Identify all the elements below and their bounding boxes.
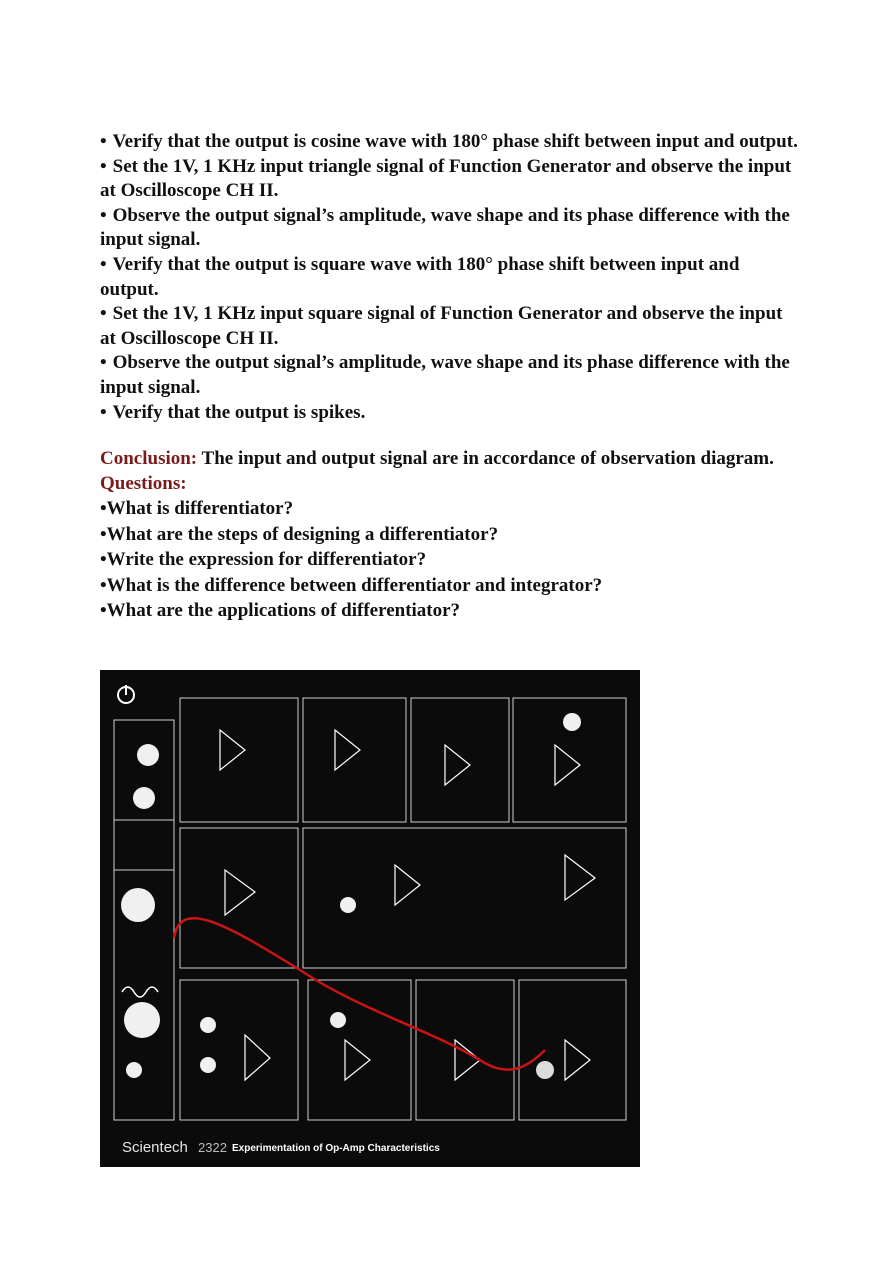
pot-p3 (340, 897, 356, 913)
question-text: What is differentiator? (106, 498, 294, 520)
pot-p5 (200, 1057, 216, 1073)
question-text: Write the expression for differentiator? (106, 549, 427, 571)
pot-p1 (536, 1061, 554, 1079)
conclusion-text: The input and output signal are in accordance of observation diagram. (197, 448, 774, 470)
question-item (100, 522, 800, 547)
pot-p6 (330, 1012, 346, 1028)
variable-knob-2 (133, 787, 155, 809)
question-item (100, 573, 800, 598)
procedure-step (100, 130, 800, 155)
question-item (100, 598, 800, 623)
procedure-step (100, 155, 800, 204)
bullet: • (100, 303, 107, 325)
question-item (100, 496, 800, 521)
bullet: • (100, 574, 107, 596)
model-number: 2322 (198, 1140, 227, 1155)
bullet: • (100, 523, 107, 545)
bullet: • (100, 599, 107, 621)
small-knob (126, 1062, 142, 1078)
board-background (100, 670, 640, 1167)
procedure-step-text: Verify that the output is spikes. (112, 401, 366, 423)
questions-heading: Questions: (100, 472, 187, 494)
pot-p2 (563, 713, 581, 731)
procedure-step (100, 204, 800, 253)
procedure-step-text: Verify that the output is square wave with 180° phase shift between input and output. (100, 253, 740, 300)
bullet: • (100, 401, 107, 423)
questions-list (100, 496, 800, 623)
procedure-step (100, 253, 800, 302)
bullet: • (100, 352, 107, 374)
board-title: Experimentation of Op-Amp Characteristics (232, 1143, 440, 1154)
bullet: • (100, 253, 107, 275)
procedure-step-text: Verify that the output is cosine wave with 180° phase shift between input and output. (112, 131, 798, 152)
procedure-steps (100, 130, 800, 425)
range-knob (121, 888, 155, 922)
brand-name: Scientech (122, 1139, 188, 1156)
procedure-step (100, 401, 800, 426)
bullet: • (100, 131, 107, 152)
conclusion (100, 447, 800, 472)
amplitude-knob (124, 1002, 160, 1038)
procedure-step (100, 302, 800, 351)
bullet: • (100, 155, 107, 177)
procedure-step-text: Observe the output signal’s amplitude, wave shape and its phase difference with the input signal. (100, 352, 790, 398)
document-body (100, 130, 800, 623)
variable-knob (137, 744, 159, 766)
bullet: • (100, 549, 107, 571)
procedure-step (100, 351, 800, 400)
question-text: What are the applications of differentiator? (106, 599, 461, 621)
spacer (100, 425, 800, 447)
procedure-step-text: Set the 1V, 1 KHz input square signal of Function Generator and observe the input at Oscilloscope CH II. (100, 303, 783, 349)
question-text: What are the steps of designing a differentiator? (106, 523, 499, 545)
bullet: • (100, 498, 107, 520)
trainer-board-photo (100, 670, 640, 1167)
question-item (100, 547, 800, 572)
procedure-step-text: Set the 1V, 1 KHz input triangle signal of Function Generator and observe the input at Oscilloscope CH II. (100, 155, 792, 202)
pot-p4 (200, 1017, 216, 1033)
question-text: What is the difference between differentiator and integrator? (106, 574, 603, 596)
conclusion-label: Conclusion: (100, 448, 198, 470)
procedure-step-text: Observe the output signal’s amplitude, wave shape and its phase difference with the input signal. (100, 204, 790, 251)
bullet: • (100, 204, 107, 226)
